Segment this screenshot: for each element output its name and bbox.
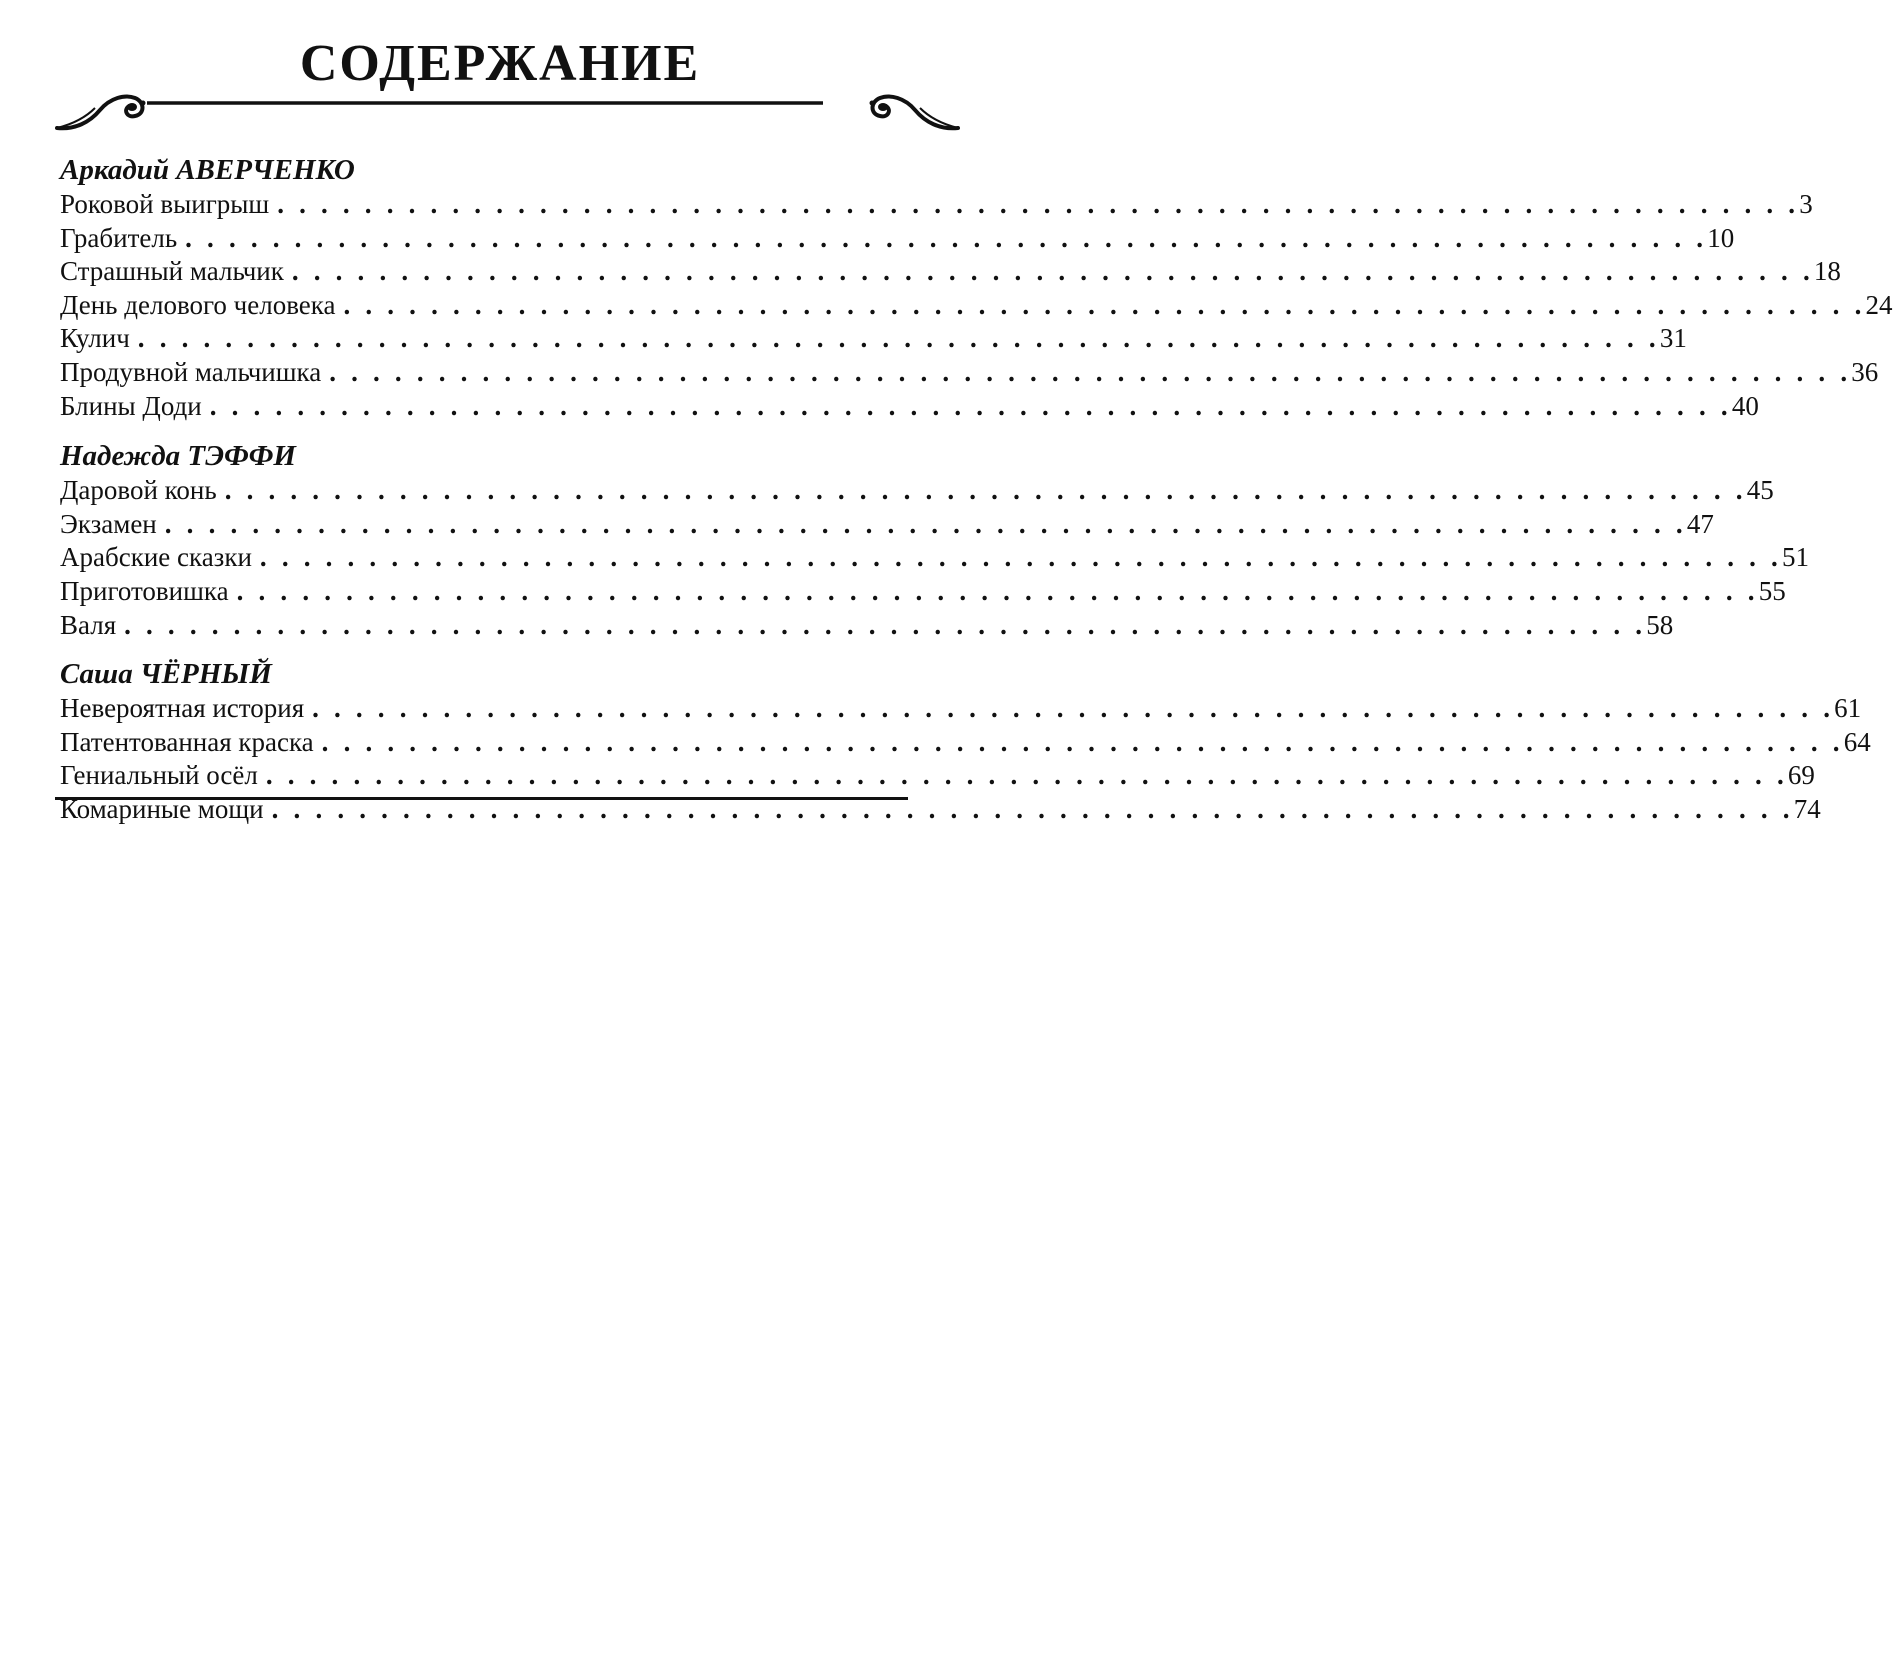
entry-title: Арабские сказки bbox=[60, 542, 252, 573]
entry-title: Продувной мальчишка bbox=[60, 356, 322, 387]
toc-section-chernyi bbox=[60, 656, 1871, 826]
toc-entry[interactable] bbox=[60, 474, 1774, 508]
dot-leader: . . . . . . . . . . . . . . . . . . . . . . . . . . . . . . . . . . . . . . . . . . . . . . . . . . . . . . . . . . . . . . . . . . . . . . bbox=[236, 575, 1759, 606]
entry-page: 47 bbox=[1686, 508, 1714, 539]
toc-section-teffi bbox=[60, 438, 1809, 642]
toc-entry[interactable] bbox=[60, 609, 1674, 643]
scroll-flourish-divider bbox=[55, 90, 960, 140]
entry-page: 64 bbox=[1843, 726, 1871, 757]
entry-page: 55 bbox=[1758, 575, 1786, 606]
dot-leader: . . . . . . . . . . . . . . . . . . . . . . . . . . . . . . . . . . . . . . . . . . . . . . . . . . . . . . . . . . . . . . . . . . . . . . bbox=[265, 760, 1788, 791]
entry-title: Грабитель bbox=[60, 222, 178, 253]
dot-leader: . . . . . . . . . . . . . . . . . . . . . . . . . . . . . . . . . . . . . . . . . . . . . . . . . . . . . . . . . . . . . . . . . . . . . . bbox=[271, 793, 1794, 824]
toc-entry[interactable] bbox=[60, 289, 1893, 323]
entry-title: Комариные мощи bbox=[60, 793, 264, 824]
entry-title: Валя bbox=[60, 609, 117, 640]
dot-leader: . . . . . . . . . . . . . . . . . . . . . . . . . . . . . . . . . . . . . . . . . . . . . . . . . . . . . . . . . . . . . . . . . . . . . . bbox=[312, 693, 1835, 724]
entry-title: Страшный мальчик bbox=[60, 256, 284, 287]
dot-leader: . . . . . . . . . . . . . . . . . . . . . . . . . . . . . . . . . . . . . . . . . . . . . . . . . . . . . . . . . . . . . . . . . . . . . . bbox=[259, 542, 1782, 573]
entry-title: Невероятная история bbox=[60, 693, 305, 724]
toc-entry[interactable] bbox=[60, 575, 1786, 609]
entry-page: 45 bbox=[1746, 475, 1774, 506]
entry-title: День делового человека bbox=[60, 289, 336, 320]
author-heading: Саша ЧЁРНЫЙ bbox=[60, 658, 272, 691]
bottom-divider bbox=[55, 797, 908, 800]
toc-entry[interactable] bbox=[60, 508, 1714, 542]
toc-entry[interactable] bbox=[60, 692, 1862, 726]
table-of-contents bbox=[60, 152, 1893, 827]
dot-leader: . . . . . . . . . . . . . . . . . . . . . . . . . . . . . . . . . . . . . . . . . . . . . . . . . . . . . . . . . . . . . . . . . . . . . . bbox=[329, 356, 1852, 387]
entry-title: Блины Доди bbox=[60, 390, 202, 421]
toc-entry[interactable] bbox=[60, 255, 1841, 289]
dot-leader: . . . . . . . . . . . . . . . . . . . . . . . . . . . . . . . . . . . . . . . . . . . . . . . . . . . . . . . . . . . . . . . . . . . . . . bbox=[277, 189, 1800, 219]
author-heading: Надежда ТЭФФИ bbox=[60, 440, 296, 473]
page-title: СОДЕРЖАНИЕ bbox=[299, 35, 701, 92]
toc-section-averchenko bbox=[60, 152, 1893, 423]
toc-entry[interactable] bbox=[60, 356, 1879, 390]
toc-entry[interactable] bbox=[60, 390, 1759, 424]
toc-entry[interactable] bbox=[60, 322, 1687, 356]
entry-page: 58 bbox=[1646, 609, 1674, 640]
dot-leader: . . . . . . . . . . . . . . . . . . . . . . . . . . . . . . . . . . . . . . . . . . . . . . . . . . . . . . . . . . . . . . . . . . . . . . bbox=[164, 508, 1687, 539]
entry-page: 36 bbox=[1851, 356, 1879, 387]
dot-leader: . . . . . . . . . . . . . . . . . . . . . . . . . . . . . . . . . . . . . . . . . . . . . . . . . . . . . . . . . . . . . . . . . . . . . . bbox=[224, 475, 1747, 506]
entry-title: Гениальный осёл bbox=[60, 760, 258, 791]
author-heading: Аркадий АВЕРЧЕНКО bbox=[60, 154, 355, 186]
dot-leader: . . . . . . . . . . . . . . . . . . . . . . . . . . . . . . . . . . . . . . . . . . . . . . . . . . . . . . . . . . . . . . . . . . . . . . bbox=[343, 289, 1866, 320]
toc-entry[interactable] bbox=[60, 759, 1815, 793]
toc-entry[interactable] bbox=[60, 541, 1809, 575]
dot-leader: . . . . . . . . . . . . . . . . . . . . . . . . . . . . . . . . . . . . . . . . . . . . . . . . . . . . . . . . . . . . . . . . . . . . . . bbox=[137, 323, 1660, 354]
dot-leader: . . . . . . . . . . . . . . . . . . . . . . . . . . . . . . . . . . . . . . . . . . . . . . . . . . . . . . . . . . . . . . . . . . . . . . bbox=[291, 256, 1814, 287]
entry-page: 31 bbox=[1659, 323, 1687, 354]
dot-leader: . . . . . . . . . . . . . . . . . . . . . . . . . . . . . . . . . . . . . . . . . . . . . . . . . . . . . . . . . . . . . . . . . . . . . . bbox=[124, 609, 1647, 640]
entry-page: 3 bbox=[1799, 189, 1813, 219]
entry-page: 10 bbox=[1707, 222, 1735, 253]
entry-title: Даровой конь bbox=[60, 475, 217, 506]
entry-title: Патентованная краска bbox=[60, 726, 314, 757]
entry-page: 51 bbox=[1781, 542, 1809, 573]
entry-page: 24 bbox=[1865, 289, 1893, 320]
entry-title: Кулич bbox=[60, 323, 130, 354]
entry-page: 69 bbox=[1787, 760, 1815, 791]
dot-leader: . . . . . . . . . . . . . . . . . . . . . . . . . . . . . . . . . . . . . . . . . . . . . . . . . . . . . . . . . . . . . . . . . . . . . . bbox=[209, 390, 1732, 421]
toc-entry[interactable] bbox=[60, 188, 1813, 222]
entry-page: 61 bbox=[1834, 693, 1862, 724]
entry-page: 40 bbox=[1731, 390, 1759, 421]
toc-entry[interactable] bbox=[60, 726, 1871, 760]
entry-title: Приготовишка bbox=[60, 575, 229, 606]
entry-title: Роковой выигрыш bbox=[60, 189, 270, 219]
entry-title: Экзамен bbox=[60, 508, 157, 539]
dot-leader: . . . . . . . . . . . . . . . . . . . . . . . . . . . . . . . . . . . . . . . . . . . . . . . . . . . . . . . . . . . . . . . . . . . . . . bbox=[321, 726, 1844, 757]
dot-leader: . . . . . . . . . . . . . . . . . . . . . . . . . . . . . . . . . . . . . . . . . . . . . . . . . . . . . . . . . . . . . . . . . . . . . . bbox=[185, 222, 1708, 253]
toc-entry[interactable] bbox=[60, 222, 1735, 256]
entry-page: 74 bbox=[1793, 793, 1821, 824]
entry-page: 18 bbox=[1813, 256, 1841, 287]
